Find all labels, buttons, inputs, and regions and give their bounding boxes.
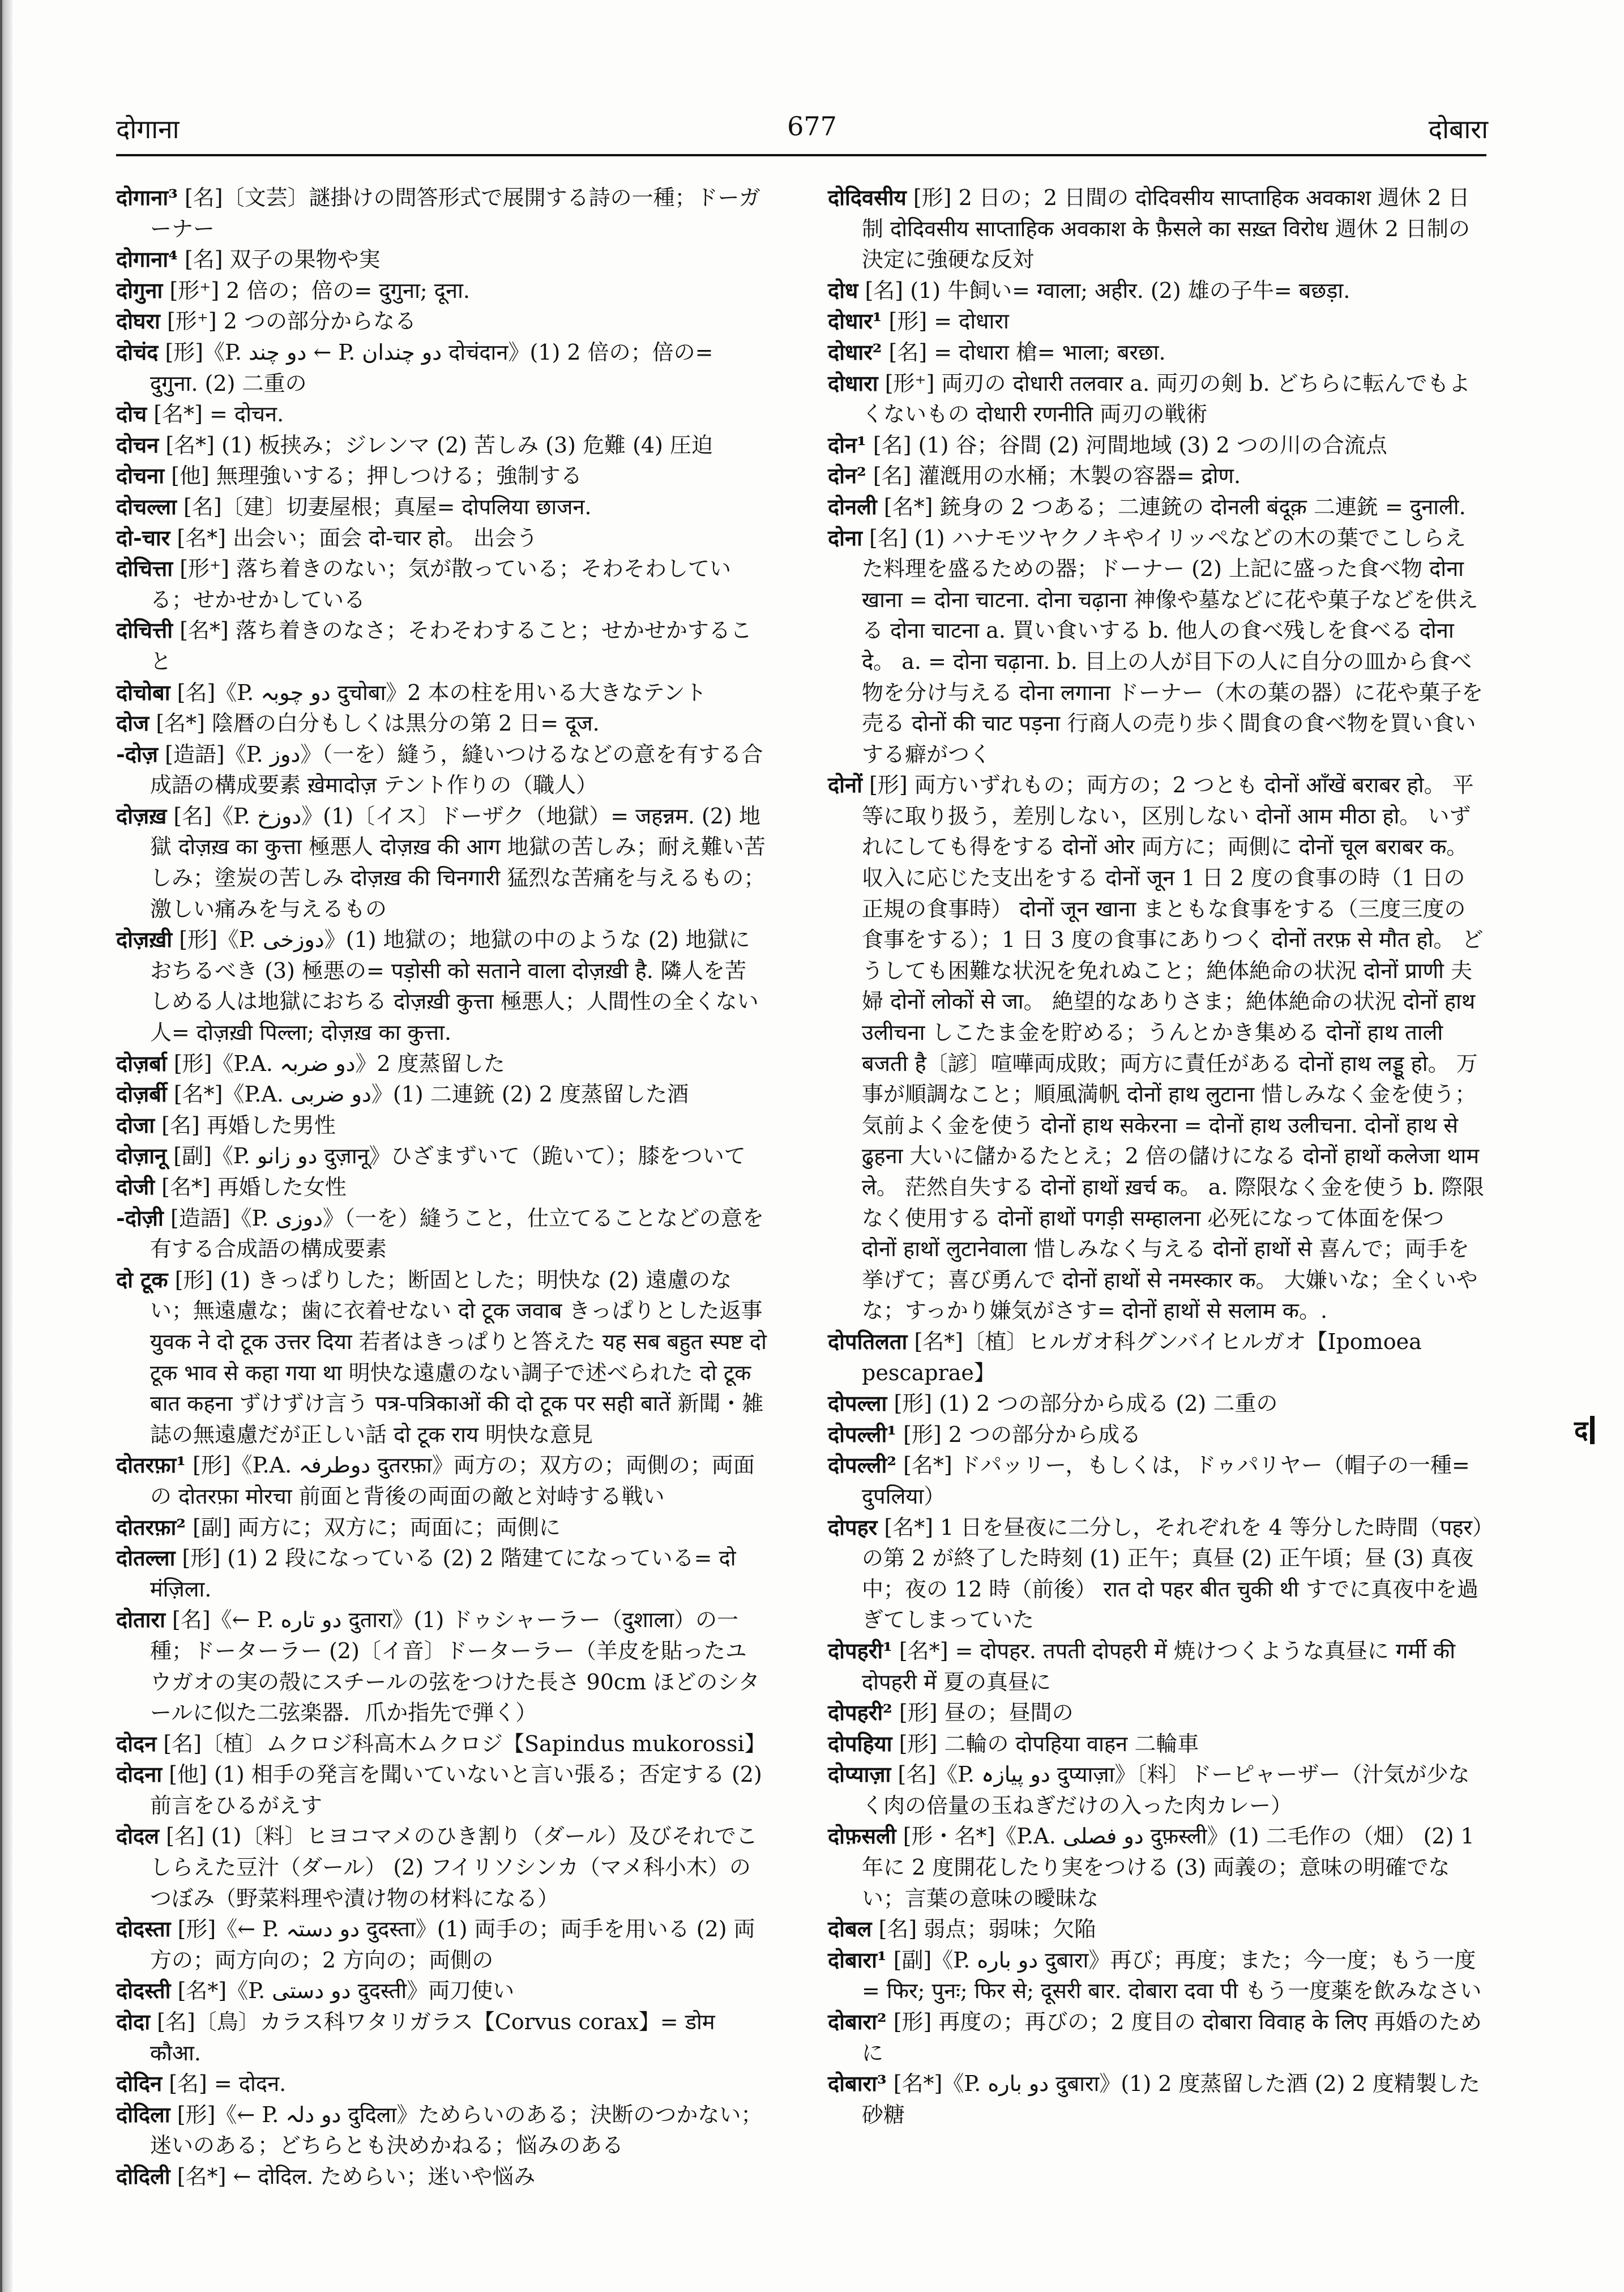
dictionary-entry <box>116 182 767 244</box>
entry-headword: दो-चार <box>116 524 170 550</box>
entry-headword: दोदिवसीय <box>828 185 907 210</box>
dictionary-entry <box>116 244 767 275</box>
dictionary-entry <box>828 2007 1485 2068</box>
dictionary-entry <box>828 1697 1485 1728</box>
entry-definition: [他] 無理強いする；押しつける；強制する <box>171 463 582 489</box>
entry-definition: [形]《P. دوزخی》(1) 地獄の；地獄の中のような (2) 地獄におちるべき (3) 極悪の= पड़ोसी को सताने वाला दोज़ख़ी है. 隣人を苦しめる人は地獄におちる दोज़ख़ी कुत्ता 極悪人；人間性の全くない人= दोज़ख़ी पिल्ला; दोज़ख़ का कुत्ता. <box>150 927 759 1045</box>
dictionary-entry <box>828 1450 1485 1512</box>
entry-headword: दोपहरी² <box>828 1700 892 1726</box>
entry-definition: [名] 灌漑用の水桶；木製の容器= द्रोण. <box>873 463 1241 489</box>
entry-definition: [名*] 出会い；面会 दो-चार हो。 出会う <box>177 525 538 550</box>
entry-definition: [形⁺] 両刃の दोधारी तलवार a. 両刃の剣 b. どちらに転んでもよくないもの दोधारी रणनीति 両刃の戦術 <box>862 370 1471 427</box>
entry-definition: [名*] = दोचन. <box>153 402 284 427</box>
entry-definition: [名*] 陰暦の白分もしくは黒分の第 2 日= दूज. <box>156 711 600 736</box>
dictionary-entry <box>116 430 767 461</box>
dictionary-entry <box>116 275 767 306</box>
entry-definition: [形⁺] 落ち着きのない；気が散っている；そわそわしている；せかせかしている <box>150 556 731 612</box>
dictionary-entry <box>828 306 1485 337</box>
entry-definition: [名*]《P. دو باره दुबारा》(1) 2 度蒸留した酒 (2) 2 度精製した砂糖 <box>862 2071 1480 2127</box>
entry-headword: दोन² <box>828 463 866 489</box>
entry-definition: [名] 弱点；弱味；欠陥 <box>878 1917 1096 1942</box>
dictionary-entry <box>116 1914 767 1975</box>
entry-headword: -दोज़ <box>116 741 158 767</box>
entry-headword: दोचित्ता <box>116 556 173 582</box>
entry-headword: दोनों <box>828 772 862 798</box>
dictionary-entry <box>116 492 767 523</box>
dictionary-entry <box>116 677 767 708</box>
entry-headword: दोप्याज़ा <box>828 1761 891 1787</box>
dictionary-entry <box>828 2068 1485 2130</box>
dictionary-entry <box>116 739 767 801</box>
entry-definition: [名*]《P. دو دستی दुदस्ती》両刀使い <box>177 1978 515 2004</box>
entry-headword: दोदल <box>116 1823 159 1849</box>
entry-definition: [名] (1) 牛飼い= ग्वाला; अहीर. (2) 雄の子牛= बछड़ा. <box>865 278 1351 303</box>
dictionary-entry <box>116 924 767 1048</box>
dictionary-entry <box>828 1759 1485 1821</box>
dictionary-entry <box>116 2161 767 2192</box>
dictionary-entry <box>828 430 1485 461</box>
entry-headword: दोज़र्बी <box>116 1081 167 1107</box>
dictionary-entry <box>116 2007 767 2068</box>
entry-headword: दोगाना³ <box>116 185 178 210</box>
entry-headword: दोध <box>828 277 858 303</box>
entry-headword: दोचल्ला <box>116 493 177 519</box>
dictionary-entry <box>116 1172 767 1203</box>
entry-headword: दोदन <box>116 1730 157 1756</box>
entry-headword: दोचोबा <box>116 679 170 705</box>
entry-headword: दोनली <box>828 493 877 519</box>
entry-definition: [名*] = दोपहर. तपती दोपहरी में 焼けつくような真昼に गर्मी की दोपहरी में 夏の真昼に <box>862 1638 1456 1695</box>
entry-definition: [形] = दोधारा <box>888 309 1009 334</box>
entry-headword: दोज़ख़ <box>116 803 167 829</box>
entry-headword: दोदना <box>116 1761 163 1787</box>
dictionary-entry <box>828 1388 1485 1419</box>
dictionary-entry <box>828 368 1485 430</box>
entry-headword: दोतरफ़ा¹ <box>116 1452 186 1478</box>
left-column <box>116 182 767 2192</box>
entry-definition: [形] 2 つの部分から成る <box>903 1422 1142 1447</box>
dictionary-entry <box>116 1604 767 1728</box>
dictionary-entry <box>116 1512 767 1543</box>
entry-headword: दोफ़सली <box>828 1823 896 1849</box>
thumb-index-tab: द <box>1574 1416 1595 1444</box>
entry-definition: [形]《P.A. دو ضربہ》2 度蒸留した <box>173 1051 505 1076</box>
entry-definition: [造語]《P. دوزی》（一を）縫うこと，仕立てることなどの意を有する合成語の構成要素 <box>150 1205 764 1262</box>
entry-definition: [名]《← P. دو تاره दुतारा》(1) ドゥシャーラー（दुशाला）の一種；ドーターラー (2)〔イ音〕ドーターラー（羊皮を貼ったユウガオの実の殻にスチールの弦をつけた長さ 90cm ほどのシタールに似た二弦楽器．爪か指先で弾く） <box>150 1607 760 1726</box>
dictionary-entry <box>116 2068 767 2099</box>
dictionary-entry <box>116 1728 767 1760</box>
entry-headword: दोदा <box>116 2009 151 2035</box>
entry-definition: [形] 2 日の；2 日間の दोदिवसीय साप्ताहिक अवकाश 週休 2 日制 दोदिवसीय साप्ताहिक अवकाश के फ़ैसले का सख़्त विरोध 週休 2 日制の決定に強硬な反対 <box>862 185 1471 272</box>
entry-headword: दोपल्ली¹ <box>828 1421 896 1447</box>
entry-definition: [形]《P.A. دوطرفہ दुतरफ़ा》両方の；双方の；両側の；両面の दोतरफ़ा मोरचा 前面と背後の両面の敵と対峙する戦い <box>150 1453 755 1509</box>
entry-definition: [名] (1)〔料〕ヒヨコマメのひき割り（ダール）及びそれでこしらえた豆汁（ダール） (2) フイリソシンカ（マメ科小木）のつぼみ（野菜料理や漬け物の材料になる） <box>150 1824 758 1911</box>
entry-definition: [副]《P. دو زانو दुज़ानू》ひざまずいて（跪いて）；膝をついて <box>173 1143 746 1169</box>
entry-headword: दो टूक <box>116 1266 168 1292</box>
dictionary-entry <box>828 1728 1485 1760</box>
dictionary-entry <box>116 1203 767 1265</box>
dictionary-entry <box>116 1543 767 1604</box>
scan-edge-line <box>0 0 2 2292</box>
entry-definition: [名*] 落ち着きのなさ；そわそわすること；せかせかすること <box>150 618 752 674</box>
entry-definition: [名*]《P.A. دو ضربی》(1) 二連銃 (2) 2 度蒸留した酒 <box>173 1082 689 1107</box>
entry-definition: [形] (1) 2 段になっている (2) 2 階建てになっている= दो मंज़िला. <box>150 1546 736 1602</box>
entry-headword: दोदस्ती <box>116 1978 171 2004</box>
entry-definition: [形]《← P. دو دلہ दुदिला》ためらいのある；決断のつかない；迷いのある；どちらとも決めかねる；悩みのある <box>150 2102 763 2158</box>
entry-definition: [形⁺] 2 倍の；倍の= दुगुना; दूना. <box>169 278 470 303</box>
dictionary-entry <box>116 801 767 924</box>
entry-definition: [形・名*]《P.A. دو فصلی दुफ़स्ली》(1) 二毛作の（畑） (2) 1 年に 2 度開花したり実をつける (3) 両義の；意味の明確でない；言葉の意味の曖昧な <box>862 1824 1475 1911</box>
dictionary-entry <box>828 460 1485 492</box>
entry-definition: [他] (1) 相手の発言を聞いていないと言い張る；否定する (2) 前言をひるがえす <box>150 1762 762 1818</box>
entry-definition: [形]《P. دو چند ← P. دو چندان दोचंदान》(1) 2 倍の；倍の= दुगुना. (2) 二重の <box>150 339 713 396</box>
dictionary-entry <box>116 306 767 337</box>
dictionary-entry <box>828 492 1485 523</box>
entry-definition: [形] 再度の；再びの；2 度目の दोबारा विवाह के लिए 再婚のために <box>862 2009 1482 2065</box>
entry-definition: [形]《← P. دو دستہ दुदस्ता》(1) 両手の；両手を用いる (2) 両方の；両方向の；2 方向の；両側の <box>150 1917 755 1973</box>
dictionary-entry <box>116 1450 767 1512</box>
entry-headword: दोबारा³ <box>828 2071 887 2097</box>
dictionary-entry <box>116 1975 767 2007</box>
entry-headword: दोपल्ली² <box>828 1452 896 1478</box>
dictionary-entry <box>116 399 767 430</box>
entry-definition: [名*] 銃身の 2 つある；二連銃の दोनली बंदूक़ 二連銃 = दुनाली. <box>883 494 1466 519</box>
entry-headword: दोजी <box>116 1174 155 1200</box>
entry-headword: दोजा <box>116 1112 155 1138</box>
dictionary-entry <box>116 1110 767 1141</box>
entry-headword: दोन¹ <box>828 432 866 458</box>
entry-definition: [名] (1) ハナモツヤクノキやイリッペなどの木の葉でこしらえた料理を盛るための器；ドーナー (2) 上記に盛った食べ物 दोना खाना = दोना चाटना. दोना चढ़ाना 神像や墓などに花や菓子などを供える दोना चाटना a. 買い食いする b. 他人の食べ残しを食べる दोना दे。 a. = दोना चढ़ाना. b. 目上の人が目下の人に自分の皿から食べ物を分け与える दोना लगाना ドーナー（木の葉の器）に花や菓子を売る दोनों की चाट पड़ना 行商人の売り歩く間食の食べ物を買い食いする癖がつく <box>862 525 1484 767</box>
dictionary-entry <box>828 1945 1485 2007</box>
entry-headword: दोबल <box>828 1916 872 1942</box>
entry-headword: दोपहर <box>828 1514 878 1540</box>
entry-definition: [名*] ドパッリー，もしくは，ドゥパリヤー（帽子の一種= दुपलिया） <box>862 1453 1470 1509</box>
entry-headword: दोपल्ला <box>828 1390 887 1416</box>
entry-headword: दोदिली <box>116 2163 170 2189</box>
entry-headword: दोतरफ़ा² <box>116 1514 186 1540</box>
right-guide-word: दोबारा <box>1428 114 1488 144</box>
entry-definition: [名]〔建〕切妻屋根；真屋= दोपलिया छाजन. <box>183 494 592 519</box>
entry-headword: दोबारा¹ <box>828 1947 887 1973</box>
entry-definition: [名]〔植〕ムクロジ科高木ムクロジ【Sapindus mukorossi】 <box>163 1731 766 1756</box>
dictionary-entry <box>828 1512 1485 1636</box>
dictionary-entry <box>828 1821 1485 1914</box>
entry-definition: [名]〔鳥〕カラス科ワタリガラス【Corvus corax】= डोम कौआ. <box>150 2009 715 2065</box>
entry-headword: दोचित्ती <box>116 617 173 643</box>
entry-definition: [形] (1) きっぱりした；断固とした；明快な (2) 遠慮のない；無遠慮な；歯に衣着せない दो टूक जवाब きっぱりとした返事 युवक ने दो टूक उत्तर दिया 若者はきっぱりと答えた यह सब बहुत स्पष्ट दो टूक भाव से कहा गया था 明快な遠慮のない調子で述べられた दो टूक बात कहना ずけずけ言う पत्र-पत्रिकाओं की दो टूक पर सही बातें 新聞・雑誌の無遠慮だが正しい話 दो टूक राय 明快な意見 <box>150 1267 767 1447</box>
dictionary-entry <box>828 275 1485 306</box>
entry-definition: [名]《P. دوزخ》(1)〔イス〕ドーザク（地獄）= जहन्नम. (2) 地獄 दोज़ख़ का कुत्ता 極悪人 दोज़ख़ की आग 地獄の苦しみ；耐え難い苦しみ；塗炭の苦しみ दोज़ख़ की चिनगारी 猛烈な苦痛を与えるもの；激しい痛みを与えるもの <box>150 803 766 921</box>
entry-headword: दोपहिया <box>828 1730 892 1756</box>
dictionary-entry <box>828 523 1485 770</box>
dictionary-entry <box>116 553 767 615</box>
dictionary-entry <box>116 1759 767 1821</box>
dictionary-entry <box>116 615 767 677</box>
dictionary-entry <box>116 523 767 554</box>
entry-headword: दोतल्ला <box>116 1545 176 1571</box>
dictionary-entry <box>116 1141 767 1172</box>
entry-definition: [名]《P. دو چوبہ दुचोबा》2 本の柱を用いる大きなテント <box>177 680 707 705</box>
entry-definition: [副]《P. دو باره दुबारा》再び；再度；また；今一度；もう一度= फिर; पुनः; फिर से; दूसरी बार. दोबारा दवा पी もう一度薬を飲みなさい <box>862 1947 1482 2004</box>
entry-definition: [名*] ← दोदिल. ためらい；迷いや悩み <box>177 2164 536 2189</box>
entry-headword: -दोज़ी <box>116 1205 164 1231</box>
dictionary-entry <box>116 1265 767 1450</box>
entry-headword: दोच <box>116 401 147 427</box>
entry-headword: दोचना <box>116 463 165 489</box>
entry-headword: दोधार¹ <box>828 308 882 334</box>
entry-headword: दोदिन <box>116 2071 163 2097</box>
entry-headword: दोज़र्बा <box>116 1050 167 1076</box>
entry-definition: [名] 双子の果物や実 <box>184 247 381 272</box>
entry-definition: [副] 両方に；双方に；両面に；両側に <box>193 1514 561 1540</box>
entry-definition: [形] (1) 2 つの部分から成る (2) 二重の <box>894 1391 1278 1416</box>
entry-headword: दोचन <box>116 432 159 458</box>
entry-definition: [名]《P. دو پیازہ दुप्याज़ा》〔料〕ドーピャーザー（汁気が少なく肉の倍量の玉ねぎだけの入った肉カレー） <box>862 1762 1470 1818</box>
entry-headword: दोघरा <box>116 308 160 334</box>
entry-headword: दोना <box>828 524 862 550</box>
dictionary-entry <box>828 1326 1485 1388</box>
entry-definition: [名] (1) 谷；谷間 (2) 河間地域 (3) 2 つの川の合流点 <box>873 432 1387 458</box>
dictionary-entry <box>828 337 1485 368</box>
dictionary-entry <box>828 770 1485 1326</box>
entry-definition: [造語]《P. دوز》（一を）縫う，縫いつけるなどの意を有する合成語の構成要素 ख़ेमादोज़ テント作りの（職人） <box>150 741 763 798</box>
page-number: 677 <box>787 111 837 142</box>
entry-headword: दोतारा <box>116 1607 165 1633</box>
dictionary-entry <box>116 337 767 399</box>
dictionary-entry <box>116 2099 767 2161</box>
entry-definition: [形] 昼の；昼間の <box>899 1700 1074 1726</box>
dictionary-entry <box>116 460 767 492</box>
entry-definition: [形⁺] 2 つの部分からなる <box>166 309 417 334</box>
dictionary-entry <box>116 1821 767 1914</box>
entry-definition: [名*] 1 日を昼夜に二分し，それぞれを 4 等分した時間（पहर）の第 2 が終了した時刻 (1) 正午；真昼 (2) 正午頃；昼 (3) 真夜中；夜の 12 時（前後） रात दो पहर बीत चुकी थी すでに真夜中を過ぎてしまっていた <box>862 1514 1484 1633</box>
entry-headword: दोज़ानू <box>116 1143 167 1169</box>
left-guide-word: दोगाना <box>116 114 180 144</box>
entry-headword: दोधार² <box>828 339 882 365</box>
dictionary-entry <box>828 1419 1485 1450</box>
dictionary-entry <box>116 1048 767 1079</box>
entry-definition: [名] = दोधारा 槍= भाला; बरछा. <box>888 339 1166 365</box>
dictionary-entry <box>828 1914 1485 1945</box>
entry-headword: दोगाना⁴ <box>116 246 178 272</box>
entry-headword: दोगुना <box>116 277 163 303</box>
entry-definition: [形] 両方いずれもの；両方の；2 つとも दोनों आँखें बराबर हो。 平等に取り扱う，差別しない，区別しない दोनों आम मीठा हो。 いずれにしても得をする दोनों ओर 両方に；両側に दोनों चूल बराबर क。 収入に応じた支出をする दोनों जून 1 日 2 度の食事の時（1 日の正規の食事時） दोनों जून खाना まともな食事をする（三度三度の食事をする）；1 日 3 度の食事にありつく दोनों तरफ़ से मौत हो。 どうしても困難な状況を免れぬこと；絶体絶命の状況 दोनों प्राणी 夫婦 दोनों लोकों से जा。 絶望的なありさま；絶体絶命の状況 दोनों हाथ उलीचना しこたま金を貯める；うんとかき集める दोनों हाथ ताली बजती है〔諺〕喧嘩両成敗；両方に責任がある दोनों हाथ लड्डू हो。 万事が順調なこと；順風満帆 दोनों हाथ लुटाना 惜しみなく金を使う；気前よく金を使う दोनों हाथ सकेरना = दोनों हाथ उलीचना. दोनों हाथ से ढुहना 大いに儲かるたとえ；2 倍の儲けになる दोनों हाथों कलेजा थाम ले。 茫然自失する दोनों हाथों ख़र्च क。 a. 際限なく金を使う b. 際限なく使用する दोनों हाथों पगड़ी सम्हालना 必死になって体面を保つ दोनों हाथों लुटानेवाला 惜しみなく与える दोनों हाथों से 喜んで；両手を挙げて；喜び勇んで दोनों हाथों से नमस्कार क。 大嫌いな；全くいやな；すっかり嫌気がさす= दोनों हाथों से सलाम क。. <box>862 772 1485 1324</box>
entry-headword: दोदस्ता <box>116 1916 171 1942</box>
entry-headword: दोदिला <box>116 2101 170 2127</box>
right-column <box>828 182 1485 2130</box>
dictionary-entry <box>116 1079 767 1110</box>
entry-headword: दोचंद <box>116 339 159 365</box>
entry-definition: [名] = दोदन. <box>169 2071 287 2097</box>
entry-definition: [名*] 再婚した女性 <box>161 1175 347 1200</box>
entry-definition: [名] 再婚した男性 <box>161 1112 336 1138</box>
entry-definition: [形] 二輪の दोपहिया वाहन 二輪車 <box>899 1731 1199 1756</box>
entry-headword: दोपहरी¹ <box>828 1637 892 1663</box>
dictionary-entry <box>116 708 767 739</box>
header-rule <box>116 154 1486 156</box>
dictionary-entry <box>828 182 1485 275</box>
entry-headword: दोपतिलता <box>828 1328 908 1354</box>
entry-definition: [名*]〔植〕ヒルガオ科グンバイヒルガオ【Ipomoea pescaprae】 <box>862 1329 1422 1385</box>
dictionary-entry <box>828 1636 1485 1697</box>
entry-definition: [名]〔文芸〕謎掛けの問答形式で展開する詩の一種；ドーガーナー <box>150 185 760 241</box>
entry-definition: [名*] (1) 板挟み；ジレンマ (2) 苦しみ (3) 危難 (4) 圧迫 <box>165 432 713 458</box>
entry-headword: दोज़ख़ी <box>116 927 173 953</box>
entry-headword: दोबारा² <box>828 2009 887 2035</box>
entry-headword: दोज <box>116 710 149 736</box>
entry-headword: दोधारा <box>828 370 878 396</box>
